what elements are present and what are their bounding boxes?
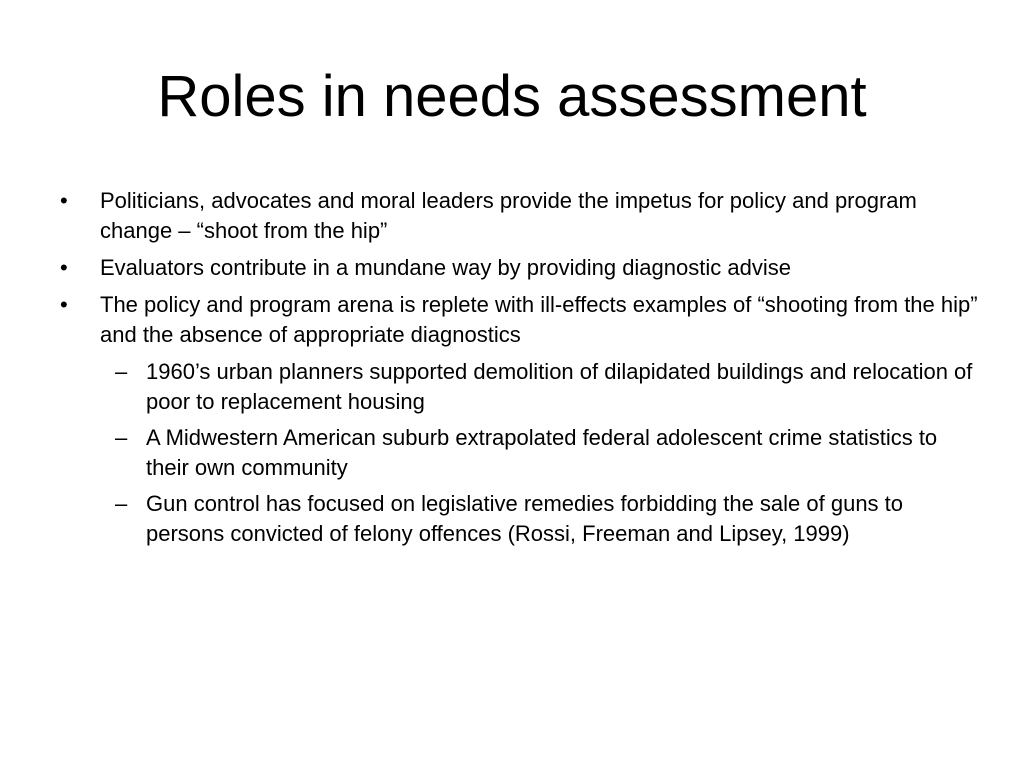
sub-bullet-text: Gun control has focused on legislative remedies forbidding the sale of guns to persons convicted of felony offences (Rossi, Freeman and Lipsey, 1999) (146, 491, 904, 546)
sub-bullet-item (60, 423, 980, 483)
sub-bullet-marker: – (115, 491, 128, 516)
bullet-text: Politicians, advocates and moral leaders provide the impetus for policy and program change – “shoot from the hip” (100, 188, 917, 243)
bullet-list (60, 186, 980, 555)
bullet-marker: • (60, 292, 68, 317)
bullet-item (60, 290, 980, 350)
sub-bullet-item (60, 357, 980, 417)
sub-bullet-marker: – (115, 359, 128, 384)
sub-bullet-text: 1960’s urban planners supported demolition of dilapidated buildings and relocation of poor to replacement housing (146, 359, 973, 414)
slide-title: Roles in needs assessment (157, 64, 867, 129)
sub-bullet-marker: – (115, 425, 128, 450)
sub-bullet-item (60, 489, 980, 549)
bullet-item (60, 253, 980, 283)
bullet-item (60, 186, 980, 246)
bullet-marker: • (60, 188, 68, 213)
bullet-text: Evaluators contribute in a mundane way by providing diagnostic advise (100, 255, 791, 280)
bullet-marker: • (60, 255, 68, 280)
sub-bullet-text: A Midwestern American suburb extrapolated federal adolescent crime statistics to their own community (146, 425, 938, 480)
bullet-text: The policy and program arena is replete with ill-effects examples of “shooting from the hip” and the absence of appropriate diagnostics (100, 292, 978, 347)
